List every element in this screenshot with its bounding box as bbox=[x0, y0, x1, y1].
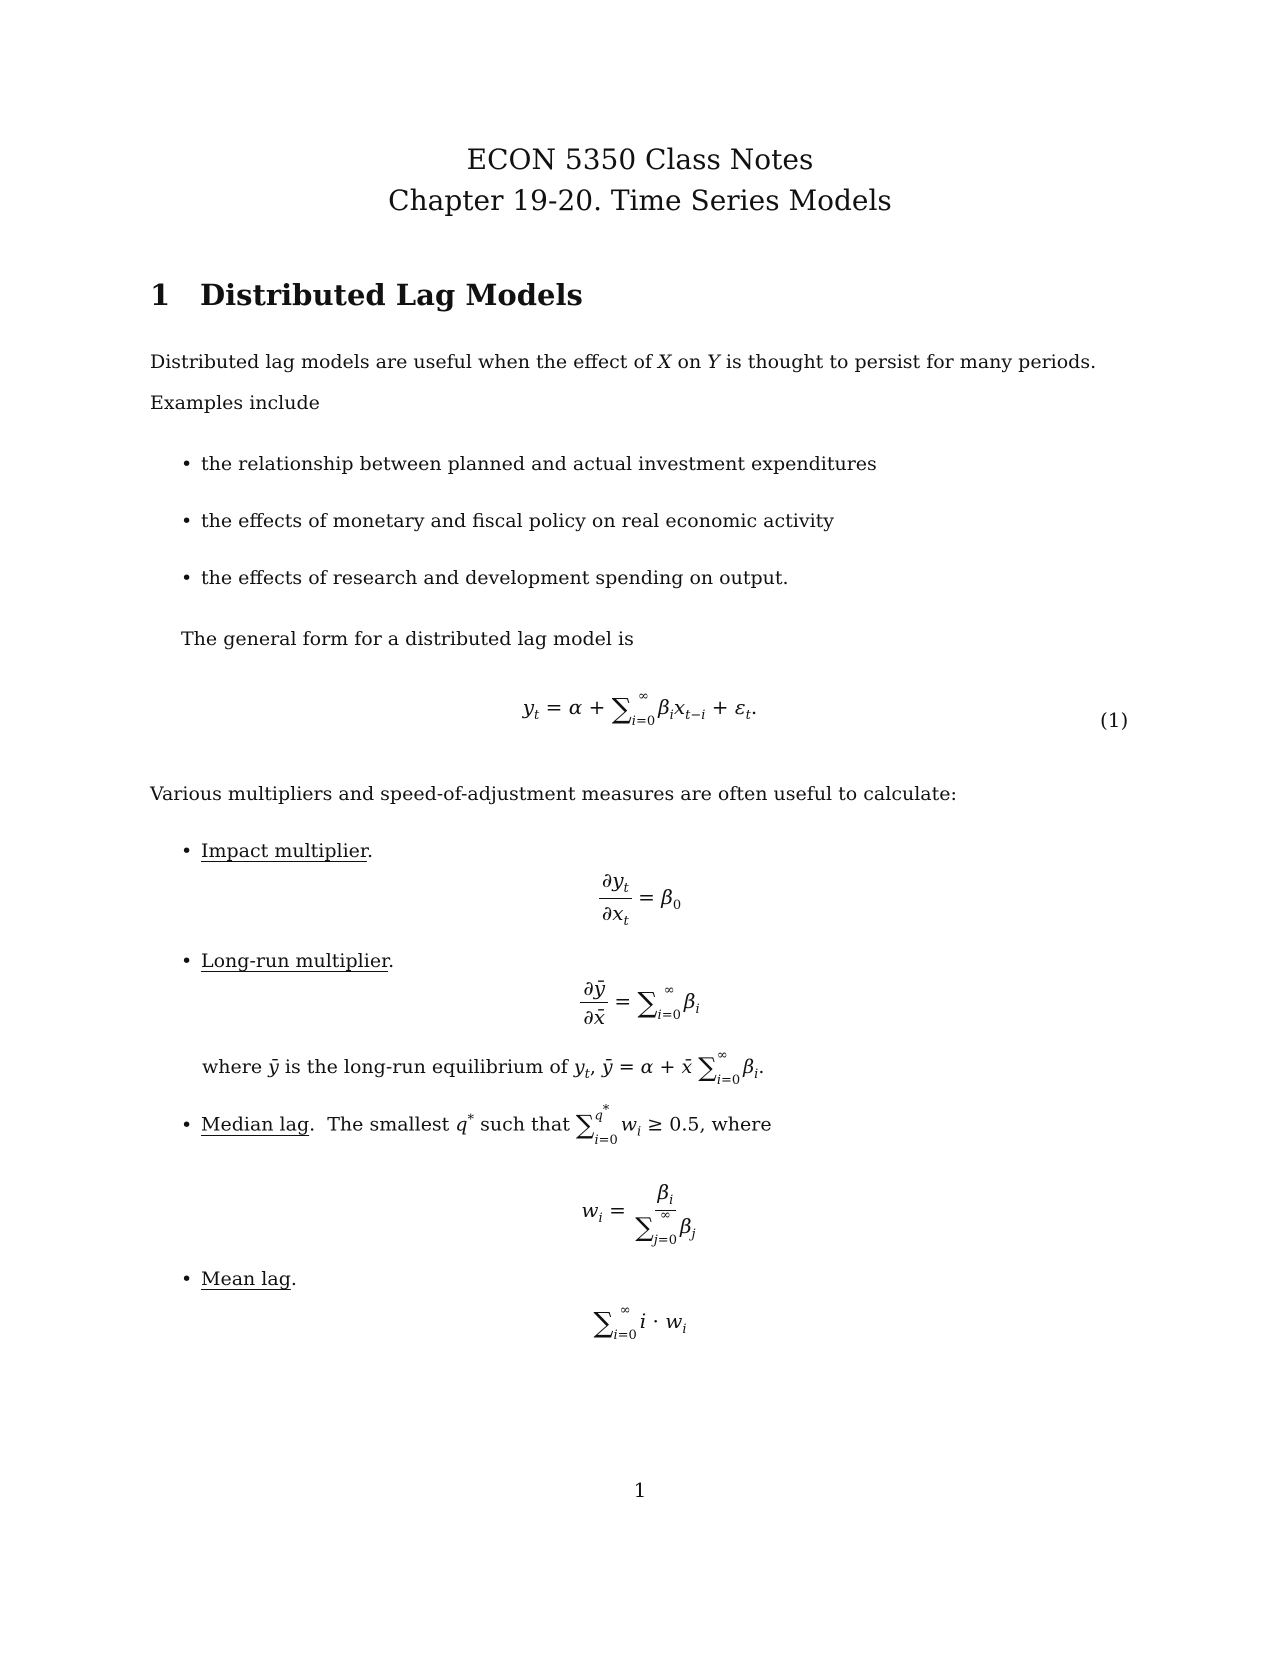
intro-paragraph: Distributed lag models are useful when the effect of X on Y is thought to persist for many periods. Examples include bbox=[150, 351, 1097, 414]
list-item-impact: • Impact multiplier. bbox=[181, 840, 373, 862]
section-title: Distributed Lag Models bbox=[200, 278, 583, 312]
median-label: Median lag bbox=[201, 1113, 310, 1136]
equation-number: (1) bbox=[1100, 708, 1129, 732]
impact-equation: $\frac{\partial y_t}{\partial x_t}$ = $\beta_0$ bbox=[0, 868, 1280, 929]
list-item-mean: • Mean lag. bbox=[181, 1268, 297, 1290]
equation-1: $y_t = \alpha$ + ∑ ∞ i=0 $\beta_ix_{t-i} + \varepsilon_t$. bbox=[522, 688, 758, 729]
document-title-line2: Chapter 19-20. Time Series Models bbox=[388, 184, 892, 217]
list-item: • the effects of research and development spending on output. bbox=[181, 567, 789, 589]
section-heading bbox=[150, 278, 583, 312]
list-item-median: • Median lag. The smallest q* such that ∑ q* i=0 $w_i \ge 0.5$, where bbox=[181, 1103, 772, 1149]
var-y: Y bbox=[707, 351, 720, 373]
longrun-where: where ȳ is the long-run equilibrium of $y_t$, ȳ = α + x̄ ∑ ∞ i=0 $\beta_i$. bbox=[202, 1048, 765, 1088]
general-form-text: The general form for a distributed lag model is bbox=[181, 628, 634, 650]
weight-equation: $w_i$ = $\beta_i$ ∑ ∞ j=0 $\beta_j$ bbox=[581, 1180, 696, 1248]
multipliers-intro: Various multipliers and speed-of-adjustment measures are often useful to calculate: bbox=[150, 783, 957, 805]
longrun-equation: $\frac{\partial ȳ}{\partial x̄}$ = ∑ ∞ i=0 $\beta_i$ bbox=[0, 976, 1280, 1029]
mean-label: Mean lag bbox=[201, 1268, 291, 1290]
var-x: X bbox=[657, 351, 672, 373]
page-number: 1 bbox=[633, 1478, 647, 1502]
mean-equation: ∑ ∞ i=0 $i \cdot w_i$ bbox=[593, 1302, 687, 1343]
longrun-label: Long-run multiplier bbox=[201, 950, 389, 972]
list-item: • the effects of monetary and fiscal policy on real economic activity bbox=[181, 510, 835, 532]
section-number: 1 bbox=[150, 278, 171, 312]
document-title-line1: ECON 5350 Class Notes bbox=[466, 143, 814, 176]
list-item-longrun: • Long-run multiplier. bbox=[181, 950, 395, 972]
list-item: • the relationship between planned and actual investment expenditures bbox=[181, 453, 877, 475]
impact-label: Impact multiplier bbox=[201, 840, 367, 862]
